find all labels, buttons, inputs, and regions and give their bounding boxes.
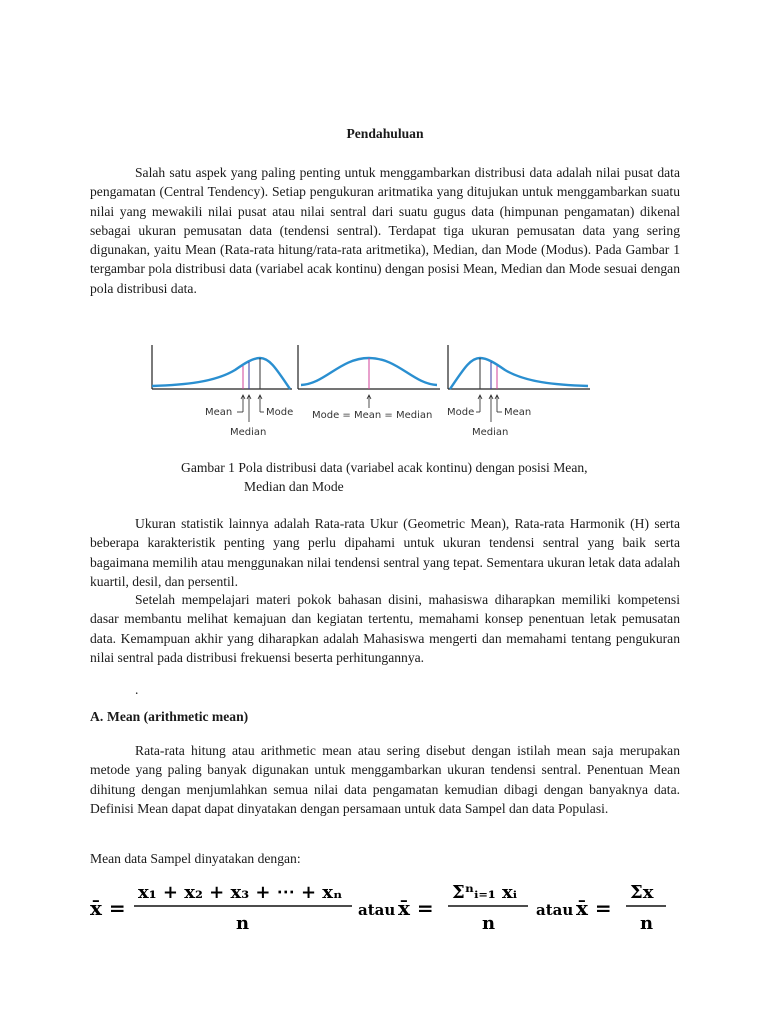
formula-lhs-1: x̄ = — [90, 896, 126, 920]
caption-line-2: Median dan Mode — [244, 479, 344, 495]
formula-sum-denominator: n — [482, 913, 496, 934]
section-title: Mean (arithmetic mean) — [107, 709, 249, 724]
distribution-figure — [145, 340, 605, 445]
page-title: Pendahuluan — [346, 126, 424, 141]
objectives-paragraph: Setelah mempelajari materi pokok bahasan disini, mahasiswa diharapkan memiliki kompetensi dasar membantu melihat kemajuan dan kegiatan tertentu, memahami konsep penentuan letak pemusatan data. Kemampuan akhir yang diharapkan adalah Mahasiswa mengerti dan memahami tentang pengukuran nilai sentral pada distribusi frekuensi beserta perhitungannya. — [90, 592, 680, 665]
formula-short-numerator: Σx — [630, 882, 654, 903]
stray-dot: . — [135, 682, 139, 697]
formula-denominator: n — [236, 913, 250, 934]
intro-paragraph: Salah satu aspek yang paling penting untuk menggambarkan distribusi data adalah nilai pusat data pengamatan (Central Tendency). Setiap pengukuran aritmatika yang ditujukan untuk menggambarkan suatu nilai yang mewakili nilai pusat atau nilai sentral dari suatu gugus data (himpunan pengamatan) dikenal sebagai ukuran pemusatan data (tendensi sentral). Terdapat tiga ukuran pemusatan data yang sering digunakan, yaitu Mean (Rata-rata hitung/rata-rata aritmetika), Median, dan Mode (Modus). Pada Gambar 1 tergambar pola distribusi data (variabel acak kontinu) dengan posisi Mean, Median dan Mode sesuai dengan pola distribusi data. — [90, 165, 680, 296]
formula-atau-2: atau — [536, 901, 574, 919]
formula-sum-numerator: Σⁿᵢ₌₁ xᵢ — [452, 882, 518, 903]
left-mode-label: Mode — [266, 407, 294, 418]
left-mean-label: Mean — [205, 407, 233, 418]
formula-lhs-3: x̄ = — [576, 896, 612, 920]
figure-caption — [181, 458, 661, 497]
left-skewed-panel — [152, 345, 293, 438]
formula-numerator: x₁ + x₂ + x₃ + ⋯ + xₙ — [138, 882, 343, 903]
mean-sample-label: Mean data Sampel dinyatakan dengan: — [90, 851, 301, 866]
section-number: A. — [90, 709, 104, 724]
caption-line-1: Gambar 1 Pola distribusi data (variabel acak kontinu) dengan posisi Mean, — [181, 460, 588, 475]
mean-paragraph: Rata-rata hitung atau arithmetic mean atau sering disebut dengan istilah mean saja merupakan metode yang paling banyak digunakan untuk menggambarkan ukuran tendensi sentral. Penentuan Mean dihitung dengan menjumlahkan semua nilai data pengamatan kemudian dibagi dengan banyaknya data. Definisi Mean dapat dapat dinyatakan dengan persamaan untuk data Sampel dan data Populasi. — [90, 743, 680, 816]
right-skewed-panel — [447, 345, 590, 438]
symmetric-panel — [298, 345, 440, 421]
formula-lhs-2: x̄ = — [398, 896, 434, 920]
right-mean-label: Mean — [504, 407, 532, 418]
right-median-label: Median — [472, 427, 509, 438]
mean-formula — [90, 875, 690, 935]
right-mode-label: Mode — [447, 407, 475, 418]
formula-atau-1: atau — [358, 901, 396, 919]
center-label: Mode = Mean = Median — [312, 410, 433, 421]
statistics-paragraph: Ukuran statistik lainnya adalah Rata-rata Ukur (Geometric Mean), Rata-rata Harmonik (H) serta beberapa karakteristik penting yang perlu dipahami untuk ukuran tendensi sentral yang baik serta bagaimana memilih atau menggunakan nilai tendensi sentral yang tepat. Sementara ukuran letak data adalah kuartil, desil, dan persentil. — [90, 516, 680, 589]
formula-short-denominator: n — [640, 913, 654, 934]
section-heading-mean — [90, 709, 248, 725]
left-median-label: Median — [230, 427, 267, 438]
